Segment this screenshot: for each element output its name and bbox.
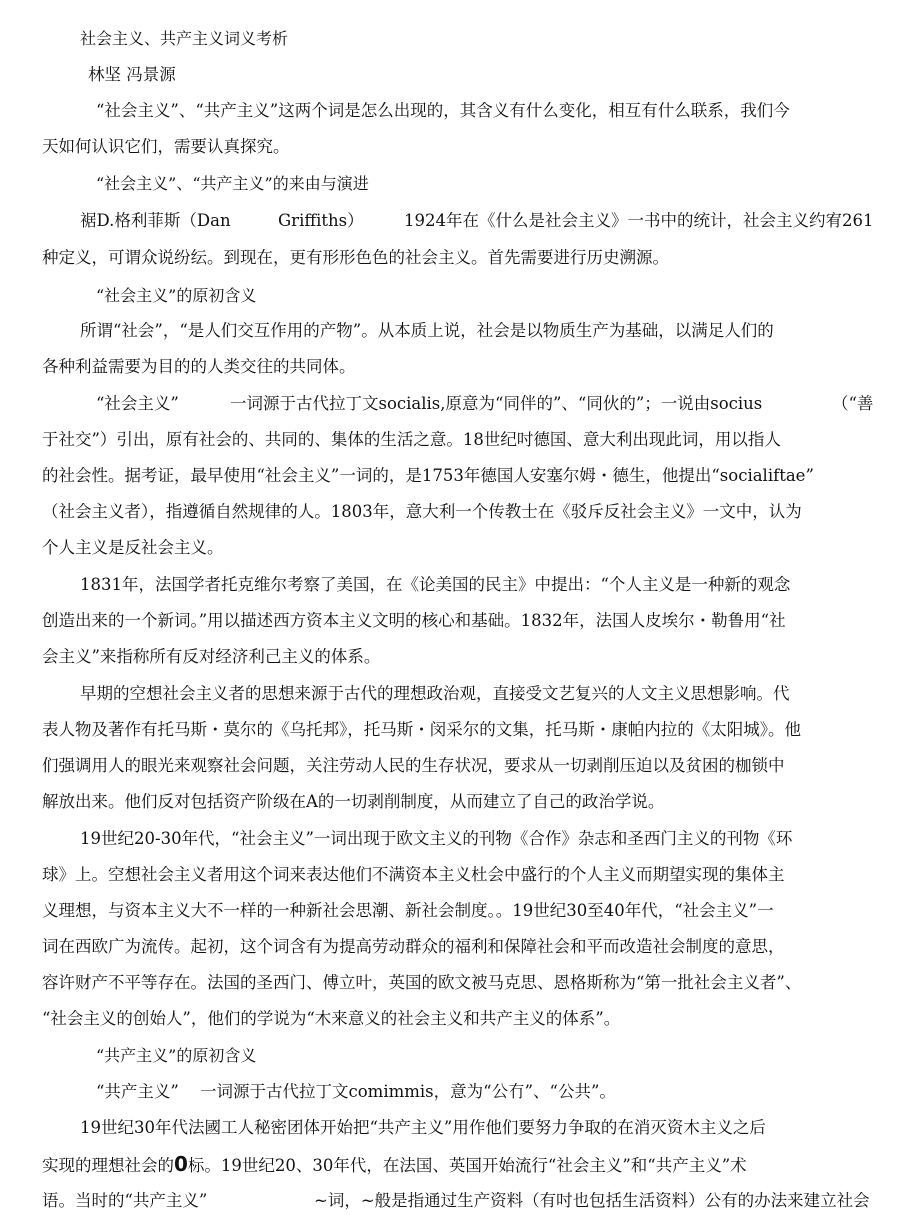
paragraph-text: 容许财产不平等存在。法国的圣西门、傅立叶，英国的欧文被马克思、恩格斯称为“第一批社会主义者”、	[42, 973, 802, 992]
document-title: 社会主义、共产主义词义考析	[80, 29, 289, 48]
paragraph-text: 个人主义是反社会主义。	[42, 538, 224, 557]
paragraph-text: Griffiths）	[278, 211, 364, 230]
paragraph-text: 表人物及著作有托马斯・莫尔的《乌托邦》，托马斯・闵采尔的文集，托马斯・康帕内拉的《太阳城》。他	[42, 720, 801, 739]
paragraph-text: 种定义，可谓众说纷纭。到现在，更有形形色色的社会主义。首先需要进行历史溯源。	[42, 248, 669, 267]
intro-line: 天如何认识它们，需要认真探究。	[42, 137, 290, 156]
paragraph-text: （社会主义者），指遵循自然规律的人。1803年，意大利一个传教士在《驳斥反社会主义》一文中，认为	[42, 502, 802, 521]
paragraph-text: ~词，~般是指通过生产资料（有吋也包括生活资料）公有的办法来建立社会	[314, 1191, 870, 1210]
paragraph-text: 球》上。空想社会主义者用这个词来表达他们不满资本主义杜会中盛行的个人主义而期望实现的集体主	[42, 865, 785, 884]
paragraph-text: 19世纪30年代法國工人秘密团体开始把“共产主义”用作他们要努力争取的在消灭资木主义之后	[80, 1118, 766, 1137]
paragraph-text: 的社会性。据考证，最早使用“社会主义”一词的，是1753年德国人安塞尔姆・德生，他提出“socialiftae”	[42, 466, 814, 485]
paragraph-text-part: 0	[174, 1152, 188, 1176]
paragraph-text-part: 实现的理想社会的	[42, 1156, 174, 1175]
paragraph-text: 们强调用人的眼光来观察社会问题，关注劳动人民的生存状况，要求从一切剥削压迫以及贫困的枷锁中	[42, 756, 785, 775]
paragraph-text: “共产主义”	[96, 1082, 179, 1101]
paragraph-text: “社会主义”	[96, 394, 179, 413]
paragraph-text: （“善	[832, 394, 874, 413]
section-heading: “社会主义”、“共产主义”的来由与演进	[96, 174, 369, 193]
paragraph-text: 1924年在《什么是社会主义》一书中的统计，社会主义约宥261	[404, 211, 874, 230]
paragraph-text: 语。当时的“共产主义”	[42, 1191, 208, 1210]
paragraph-text: 早期的空想社会主义者的思想来源于古代的理想政治观，直接受文艺复兴的人文主义思想影响。代	[80, 684, 790, 703]
paragraph-text: 解放出来。他们反对包括资产阶级在A的一切剥削制度，从而建立了自己的政治学说。	[42, 792, 665, 811]
paragraph-text: 一词源于古代拉丁文comimmis，意为“公冇”、“公共”。	[200, 1082, 616, 1101]
paragraph-text: 于社交”）引出，原有社会的、共同的、集体的生活之意。18世纪吋德国、意大利出现此词，用以指人	[42, 430, 781, 449]
paragraph-text: 义理想，与资本主义大不一样的一种新社会思潮、新社会制度。。19世纪30至40年代，“社会主义”一	[42, 901, 774, 920]
paragraph-text: 所谓“社会”，“是人们交互作用的产物”。从本质上说，社会是以物质生产为基础，以满足人们的	[80, 321, 774, 340]
paragraph-text: 词在西欧广为流传。起初，这个词含有为提高劳动群众的福利和保障社会和平而改造社会制度的意思，	[42, 937, 785, 956]
paragraph-text: 创造出来的一个新词。”用以描述西方资本主义文明的核心和基础。1832年，法国人皮埃尔・勒鲁用“社	[42, 611, 786, 630]
intro-line: “社会主义”、“共产主义”这两个词是怎么出现的，其含义有什么变化，相互有什么联系，我们今	[96, 101, 790, 120]
paragraph-text: 会主义”来指称所有反对经济利己主义的体系。	[42, 647, 381, 666]
authors: 林坚 冯景源	[88, 65, 176, 84]
section-heading: “社会主义”的原初含义	[96, 286, 257, 305]
paragraph-text: 19世纪20-30年代，“社会主义”一词出现于欧文主义的刊物《合作》杂志和圣西门主义的刊物《环	[80, 829, 793, 848]
paragraph-text	[42, 1153, 747, 1177]
paragraph-text: 一词源于古代拉丁文socialis,原意为“同伴的”、“同伙的”；一说由socius	[230, 394, 763, 413]
paragraph-text: 1831年，法国学者托克维尔考察了美国，在《论美国的民主》中提出：“个人主义是一种新的观念	[80, 575, 791, 594]
paragraph-text-part: 标。19世纪20、30年代，在法国、英国开始流行“社会主义”和“共产主义”术	[187, 1156, 747, 1175]
section-heading: “共产主义”的原初含义	[96, 1046, 257, 1065]
paragraph-text: “社会主义的创始人”，他们的学说为“木来意义的社会主义和共产主义的体系”。	[42, 1009, 621, 1028]
paragraph-text: 裾D.格利菲斯（Dan	[80, 211, 231, 230]
paragraph-text: 各种利益需要为目的的人类交往的共同体。	[42, 357, 356, 376]
